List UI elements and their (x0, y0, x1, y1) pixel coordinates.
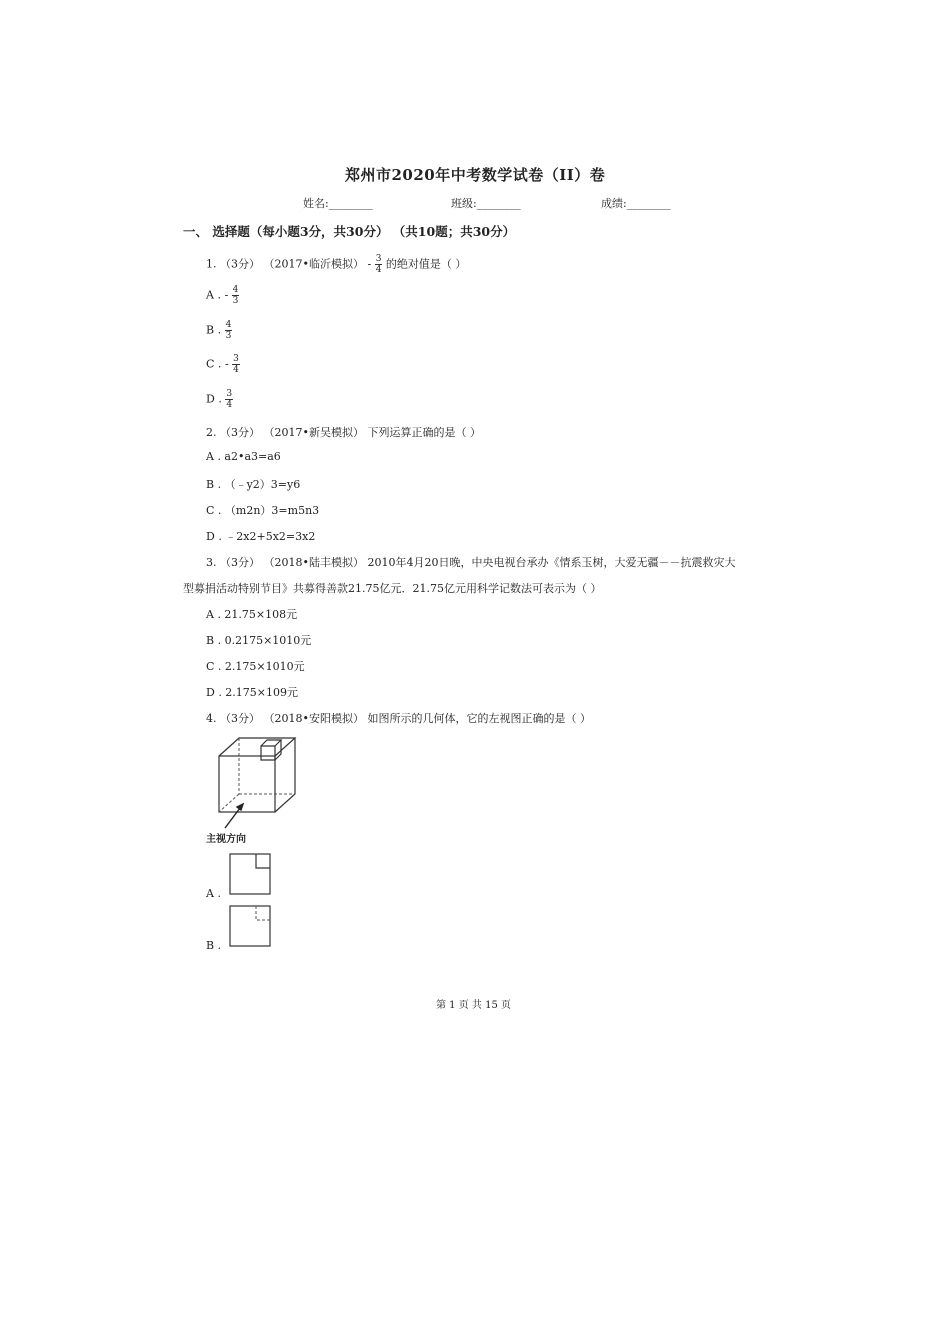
q1-option-b-label: B . (206, 323, 222, 337)
q1-frac-den: 4 (375, 265, 382, 275)
name-label: 姓名: (303, 197, 329, 210)
figure-caption: 主视方向 (206, 834, 246, 845)
score-field (601, 195, 671, 211)
q1-option-b-frac (225, 320, 233, 341)
q1-option-a-den: 3 (232, 296, 239, 306)
score-label: 成绩: (601, 197, 627, 210)
q1-option-c-frac (232, 354, 240, 375)
q2-option-c[interactable]: C . （m2n）3=m5n3 (206, 504, 320, 517)
q2-option-a[interactable]: A . a2•a3=a6 (206, 450, 281, 463)
q4-option-b-label[interactable]: B . (206, 939, 222, 952)
q2-option-d[interactable]: D . ﹣2x2+5x2=3x2 (206, 530, 316, 543)
class-blank: ________ (476, 197, 521, 210)
q1-stem-after: 的绝对值是（ ） (385, 257, 467, 271)
q1-option-d-label: D . (206, 392, 222, 406)
class-field (451, 195, 521, 211)
q3-option-a[interactable]: A . 21.75×108元 (206, 608, 298, 621)
name-field (303, 195, 373, 211)
q1-option-a-label: A . (206, 288, 221, 302)
q1-option-a-sign: - (224, 288, 229, 302)
q1-stem-before: 1. （3分） （2017•临沂模拟） - (206, 257, 372, 271)
name-blank: ________ (328, 197, 373, 210)
q1-option-c-label: C . (206, 357, 222, 371)
q1-option-c-num: 3 (233, 354, 239, 364)
q1-option-c-sign: - (224, 357, 229, 371)
q1-option-d-num: 3 (226, 389, 233, 399)
q4-option-a-label[interactable]: A . (206, 887, 221, 900)
q3-option-b[interactable]: B . 0.2175×1010元 (206, 634, 312, 647)
score-blank: ________ (626, 197, 671, 210)
q1-option-c[interactable] (206, 354, 240, 375)
page-title: 郑州市2020年中考数学试卷（II）卷 (345, 166, 606, 184)
question-2-stem: 2. （3分） （2017•新吴模拟） 下列运算正确的是（ ） (206, 426, 481, 439)
q4-option-a-figure[interactable] (228, 852, 272, 896)
question-4-stem: 4. （3分） （2018•安阳模拟） 如图所示的几何体，它的左视图正确的是（ ） (206, 712, 591, 725)
q1-option-a-frac (232, 285, 240, 306)
q2-option-b[interactable]: B . （﹣y2）3=y6 (206, 478, 301, 491)
q1-option-b[interactable] (206, 320, 232, 341)
section-heading: 一、 选择题（每小题3分，共30分） （共10题；共30分） (183, 224, 516, 239)
page-footer: 第 1 页 共 15 页 (436, 1000, 511, 1011)
question-1-stem (206, 254, 466, 275)
q1-option-d-frac (225, 389, 233, 410)
question-3-stem-line2: 型募捐活动特别节目》共募得善款21.75亿元．21.75亿元用科学记数法可表示为（ ） (183, 582, 602, 595)
q1-option-d[interactable] (206, 389, 233, 410)
cube-figure (203, 734, 313, 834)
q1-option-b-num: 4 (225, 320, 232, 330)
q1-frac-num: 3 (375, 254, 382, 264)
q3-option-d[interactable]: D . 2.175×109元 (206, 686, 299, 699)
question-3-stem-line1: 3. （3分） （2018•陆丰模拟） 2010年4月20日晚，中央电视台承办《情系玉树，大爱无疆－－抗震救灾大 (206, 556, 736, 569)
q1-fraction (375, 254, 383, 275)
q1-option-b-den: 3 (225, 331, 232, 341)
class-label: 班级: (451, 197, 477, 210)
q3-option-c[interactable]: C . 2.175×1010元 (206, 660, 305, 673)
q1-option-c-den: 4 (233, 365, 239, 375)
q1-option-a-num: 4 (232, 285, 239, 295)
q1-option-d-den: 4 (226, 400, 233, 410)
q1-option-a[interactable] (206, 285, 239, 306)
q4-option-b-figure[interactable] (228, 904, 272, 948)
